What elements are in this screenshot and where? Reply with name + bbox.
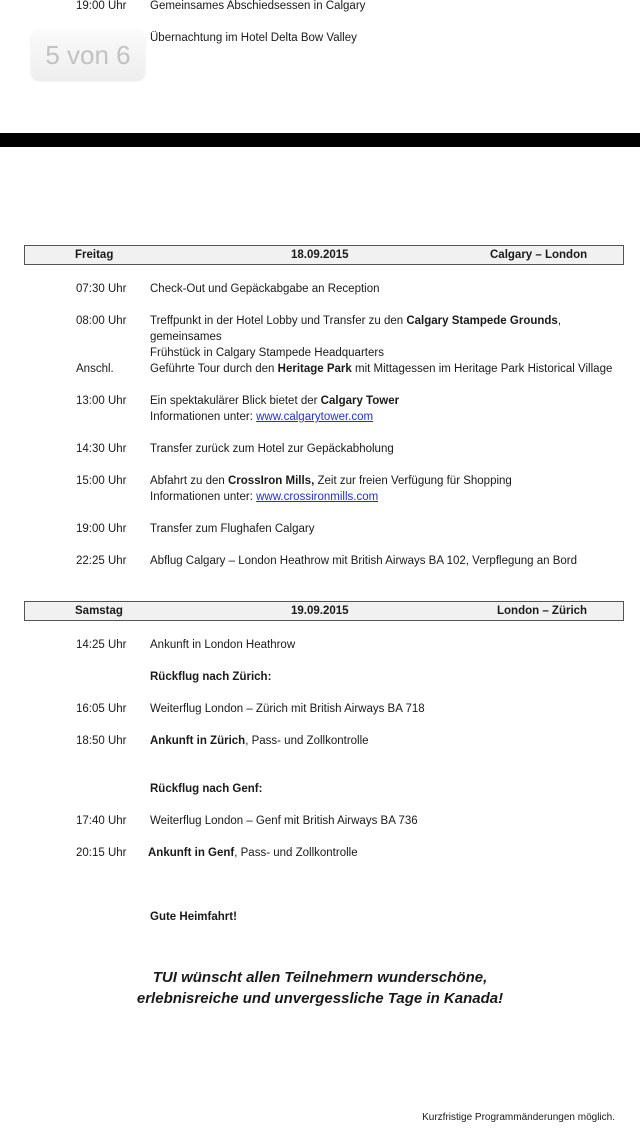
schedule-text: Gemeinsames Abschiedsessen in Calgary [150,0,366,12]
schedule-text: Übernachtung im Hotel Delta Bow Valley [150,32,357,44]
highlight-text: Calgary Stampede Grounds [406,315,558,327]
farewell-line: erlebnisreiche und unvergessliche Tage in Kanada! [136,990,504,1007]
info-label: Informationen unter: [150,491,257,503]
text-segment: Ein spektakulärer Blick bietet der [150,395,321,407]
text-segment: Zeit zur freien Verfügung für Shopping [314,475,512,487]
highlight-text: Calgary Tower [320,395,400,407]
text-segment: Geführte Tour durch den [150,363,278,375]
day-date: 18.09.2015 [291,249,349,261]
schedule-text: Check-Out und Gepäckabgabe an Reception [150,283,380,295]
highlight-text: CrossIron Mills, [228,475,315,487]
section-subheading: Rückflug nach Zürich: [150,671,272,683]
text-segment: Treffpunkt in der Hotel Lobby und Transfer zu den [150,315,407,327]
schedule-time: 16:05 Uhr [76,703,127,715]
schedule-text: Ankunft in London Heathrow [150,639,296,651]
schedule-time: 07:30 Uhr [76,283,127,295]
calgary-tower-link[interactable]: www.calgarytower.com [256,411,374,423]
footer-note: Kurzfristige Programmänderungen möglich. [422,1112,615,1123]
schedule-text: Weiterflug London – Genf mit British Airways BA 736 [150,815,418,827]
closing-text: Gute Heimfahrt! [150,911,237,923]
schedule-time: 13:00 Uhr [76,395,127,407]
section-subheading: Rückflug nach Genf: [150,783,263,795]
text-segment: Frühstück in Calgary Stampede Headquarters [150,347,384,359]
schedule-time: 15:00 Uhr [76,475,127,487]
schedule-text [148,845,620,861]
schedule-time: 19:00 Uhr [76,0,127,12]
day-header-friday [24,245,624,265]
schedule-text [150,473,620,505]
farewell-line: TUI wünscht allen Teilnehmern wunderschöne, [152,969,488,986]
text-segment: , Pass- und Zollkontrolle [234,847,358,859]
highlight-text: Ankunft in Zürich [150,735,246,747]
schedule-text: Abflug Calgary – London Heathrow mit British Airways BA 102, Verpflegung an Bord [150,555,578,567]
day-date: 19.09.2015 [291,605,349,617]
page-indicator-badge: 5 von 6 [31,30,145,80]
schedule-time: 19:00 Uhr [76,523,127,535]
highlight-text: Ankunft in Genf [148,847,235,859]
schedule-text [150,733,620,749]
schedule-time: 08:00 Uhr [76,315,127,327]
schedule-text [150,313,620,361]
farewell-message [0,967,640,1009]
schedule-text: Transfer zurück zum Hotel zur Gepäckabholung [150,443,394,455]
text-segment: , gemeinsames [150,315,562,343]
schedule-time: 14:30 Uhr [76,443,127,455]
text-segment: mit Mittagessen im Heritage Park Historical Village [351,363,613,375]
schedule-time: 20:15 Uhr [76,847,127,859]
schedule-text [150,361,620,377]
schedule-time: 14:25 Uhr [76,639,127,651]
page-separator [0,133,640,147]
info-label: Informationen unter: [150,411,257,423]
day-name: Samstag [75,605,123,617]
day-name: Freitag [75,249,114,261]
schedule-time: 18:50 Uhr [76,735,127,747]
schedule-time: 22:25 Uhr [76,555,127,567]
schedule-text: Transfer zum Flughafen Calgary [150,523,315,535]
day-header-saturday [24,601,624,621]
crossiron-mills-link[interactable]: www.crossironmills.com [256,491,379,503]
text-segment: , Pass- und Zollkontrolle [245,735,369,747]
highlight-text: Heritage Park [277,363,352,375]
text-segment: Abfahrt zu den [150,475,228,487]
schedule-time: Anschl. [76,363,114,375]
day-route: London – Zürich [497,605,588,617]
day-route: Calgary – London [490,249,588,261]
schedule-time: 17:40 Uhr [76,815,127,827]
schedule-text: Weiterflug London – Zürich mit British Airways BA 718 [150,703,425,715]
schedule-text [150,393,620,425]
